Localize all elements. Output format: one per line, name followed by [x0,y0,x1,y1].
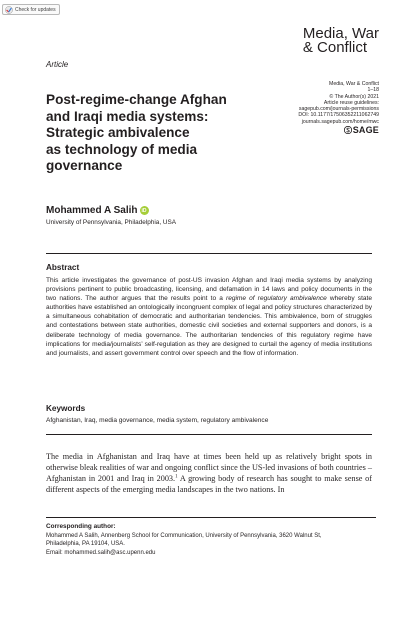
author-name-text: Mohammed A Salih [46,205,138,216]
meta-reuse: Article reuse guidelines: [323,99,379,106]
meta-permissions-link[interactable]: sagepub.com/journals-permissions [298,106,379,113]
meta-copyright: © The Author(s) 2021 [329,93,379,100]
sage-mark-icon [344,126,352,134]
meta-doi[interactable]: DOI: 10.1177/17506352211062749 [298,112,379,119]
journal-title [303,27,379,55]
correspondence-line: Mohammed A Salih, Annenberg School for Communication, University of Pennsylvania, 3620 Walnut St, [46,532,322,539]
meta-pages: 1–18 [367,87,379,94]
abstract-top-divider [46,253,372,254]
correspondence-line: Philadelphia, PA 19104, USA. [46,541,125,548]
corresponding-author-note [46,523,376,557]
badge-label: Check for updates [15,6,56,13]
title-line: as technology of media [46,141,198,157]
check-for-updates-badge[interactable] [2,4,60,15]
keywords-bottom-divider [46,434,372,435]
corresponding-author-heading: Corresponding author: [46,523,116,530]
journal-title-line2: & Conflict [302,39,368,56]
abstract-text-part: whereby state authorities have established an ontologically incongruent complex of legal and policy structures characterized by a simultaneous cohabitation of democratic and authoritarian tendencies. This ambivalence, born of struggles and contestations between state authorities, domestic civil societies and external supporters and donors, is a deliberate technology of media governance. The authoritarian tendencies of this regulatory regime have implications for media/journalists’ self-regulation as they are designed to curtail the agency of media institutions and journalists, and assert government control over speech and the flow of information. [46,295,373,357]
sage-wordmark: SAGE [352,124,379,135]
crossmark-icon [5,6,13,14]
title-line: and Iraqi media systems: [46,108,209,124]
author-name [46,205,149,216]
abstract-heading: Abstract [46,263,80,272]
keywords-text: Afghanistan, Iraq, media governance, media system, regulatory ambivalence [46,417,269,424]
meta-journal-name: Media, War & Conflict [329,81,379,87]
title-line: Strategic ambivalence [46,125,190,141]
body-paragraph [46,451,372,495]
footnote-divider [46,517,376,518]
article-type-label: Article [46,60,69,69]
footnote-reference[interactable]: 1 [175,474,178,480]
abstract-emphasis: regime of regulatory ambivalence [226,295,327,303]
body-text-part: A growing body of research has sought to make sense of different aspects of the emerging media landscapes in the two nations. In [46,474,372,494]
journal-title-line1: Media, War [302,25,379,42]
orcid-icon[interactable]: iD [141,207,147,214]
paper-title [46,92,276,175]
body-text-part: The media in Afghanistan and Iraq have at times been held up as relatively bright spots in otherwise bleak realities of war and ongoing conflict since the US-led invasions of both countries – Afghanistan in 2001 and Iraq in 2003. [46,452,372,483]
author-affiliation: University of Pennsylvania, Philadelphia, USA [46,219,177,226]
abstract-text [46,276,372,358]
abstract-text-part: This article investigates the governance of post-US invasion Afghan and Iraqi media systems by analyzing provisions pertinent to public broadcasting, licensing, and defamation in 14 laws and policy documents in the two nations. The author argues that the results point to a [46,277,372,303]
correspondence-email[interactable]: Email: mohammed.salih@asc.upenn.edu [46,549,156,556]
title-line: Post-regime-change Afghan [46,92,227,107]
meta-home-link[interactable]: journals.sagepub.com/home/mwc [301,118,379,125]
title-line: governance [46,158,123,174]
keywords-heading: Keywords [46,404,86,413]
